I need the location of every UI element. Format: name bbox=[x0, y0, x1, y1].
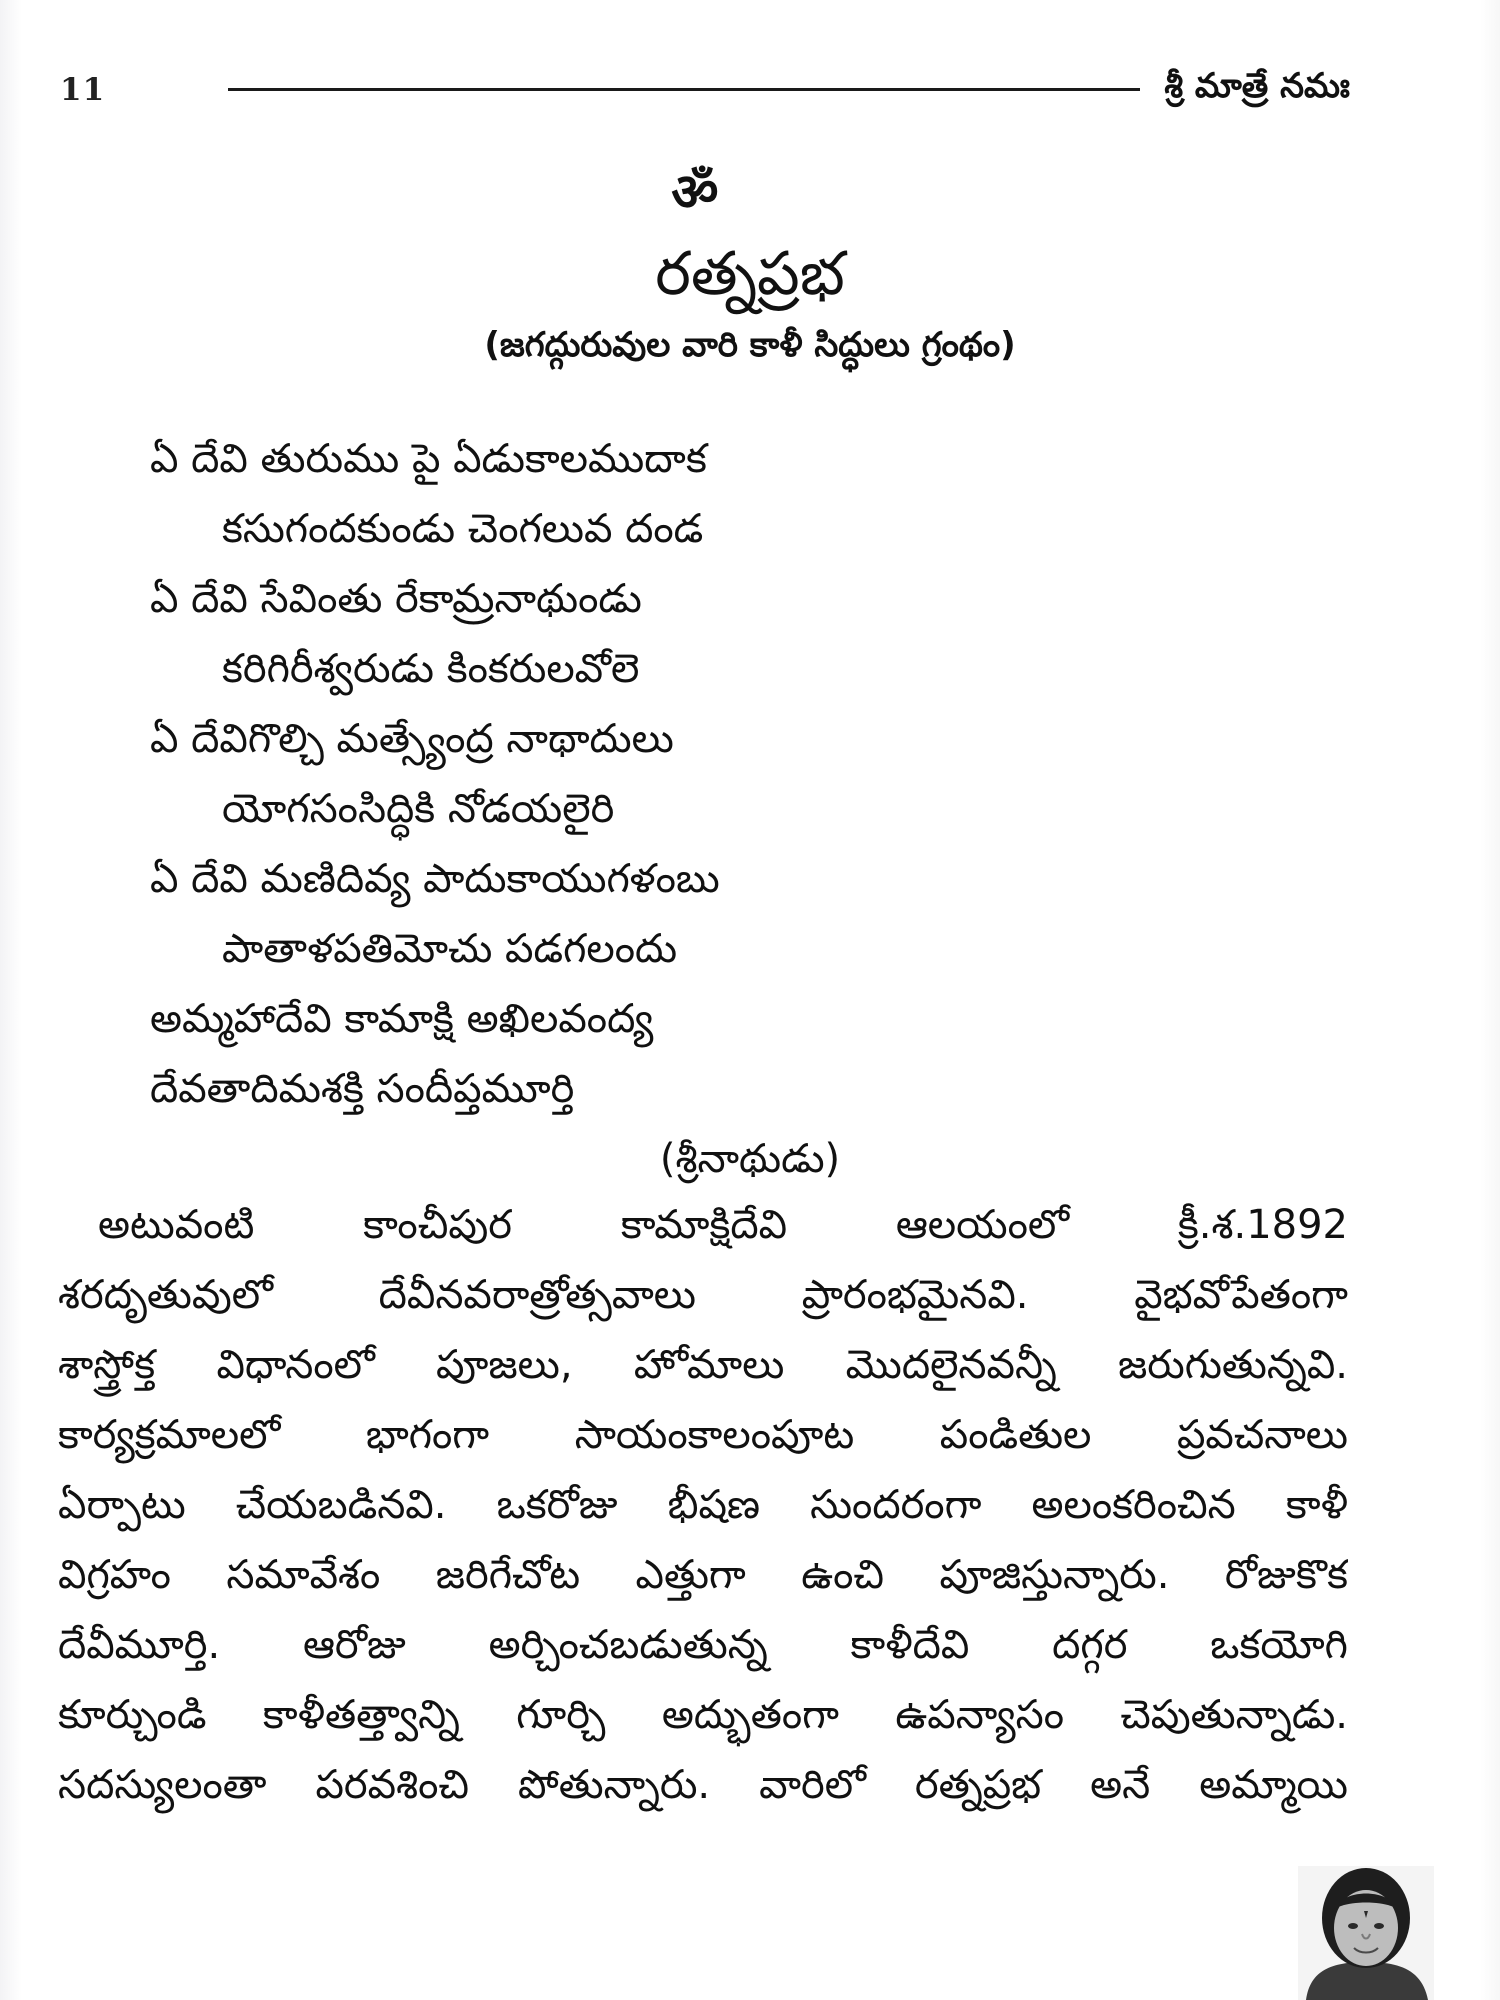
chapter-title: రత్నప్రభ bbox=[655, 239, 845, 309]
poem-line: కరిగిరీశ్వరుడు కింకరులవోలె bbox=[222, 646, 640, 692]
portrait-image bbox=[1298, 1866, 1434, 2000]
page-number: 11 bbox=[60, 72, 106, 108]
poem-line: ఏ దేవి తురుము పై ఏడుకాలముదాక bbox=[150, 436, 707, 482]
header-rule bbox=[228, 88, 1140, 91]
chapter-subtitle: (జగద్గురువుల వారి కాళీ సిద్ధులు గ్రంథం) bbox=[484, 325, 1016, 365]
prose-line: దేవీమూర్తి. ఆరోజు అర్చించబడుతున్న కాళీదేవి దగ్గర ఒకయోగి bbox=[58, 1622, 1348, 1668]
poem-line: యోగసంసిద్ధికి నోడయలైరి bbox=[222, 786, 615, 832]
prose-line: ఏర్పాటు చేయబడినవి. ఒకరోజు భీషణ సుందరంగా అలంకరించిన కాళీ bbox=[58, 1482, 1348, 1528]
poem-line: ఏ దేవి మణిదివ్య పాదుకాయుగళంబు bbox=[150, 856, 720, 902]
poem-block bbox=[150, 424, 1350, 1124]
prose-line: శరదృతువులో దేవీనవరాత్రోత్సవాలు ప్రారంభమైనవి. వైభవోపేతంగా bbox=[58, 1272, 1348, 1318]
poem-line: ఏ దేవి సేవింతు రేకామ్రనాథుండు bbox=[150, 576, 642, 622]
prose-line: శాస్త్రోక్త విధానంలో పూజలు, హోమాలు మొదలైనవన్నీ జరుగుతున్నవి. bbox=[58, 1342, 1348, 1388]
poem-attribution: (శ్రీనాథుడు) bbox=[659, 1136, 841, 1182]
poem-line: పాతాళపతిమోచు పడగలందు bbox=[222, 926, 678, 972]
prose-line: కార్యక్రమాలలో భాగంగా సాయంకాలంపూట పండితుల ప్రవచనాలు bbox=[58, 1412, 1348, 1458]
poem-line: అమ్మహాదేవి కామాక్షి అఖిలవంద్య bbox=[150, 996, 654, 1042]
portrait-icon bbox=[1298, 1866, 1434, 2000]
prose-line: సదస్యులంతా పరవశించి పోతున్నారు. వారిలో రత్నప్రభ అనే అమ్మాయి bbox=[58, 1762, 1348, 1808]
poem-line: కసుగందకుండు చెంగలువ దండ bbox=[222, 506, 704, 552]
page-header bbox=[60, 66, 1350, 116]
prose-paragraph bbox=[58, 1190, 1348, 1820]
prose-line: అటువంటి కాంచీపుర కామాక్షిదేవి ఆలయంలో క్రీ.శ.1892 bbox=[98, 1202, 1348, 1248]
prose-line: విగ్రహం సమావేశం జరిగేచోట ఎత్తుగా ఉంచి పూజిస్తున్నారు. రోజుకొక bbox=[58, 1552, 1348, 1598]
poem-line: దేవతాదిమశక్తి సందీప్తమూర్తి bbox=[150, 1066, 575, 1112]
header-title: శ్రీ మాత్రే నమః bbox=[1164, 66, 1350, 106]
poem-line: ఏ దేవిగొల్చి మత్స్యేంద్ర నాథాదులు bbox=[150, 716, 674, 762]
om-icon: ॐ bbox=[671, 163, 719, 223]
prose-line: కూర్చుండి కాళీతత్త్వాన్ని గూర్చి అద్భుతంగా ఉపన్యాసం చెపుతున్నాడు. bbox=[58, 1692, 1348, 1738]
